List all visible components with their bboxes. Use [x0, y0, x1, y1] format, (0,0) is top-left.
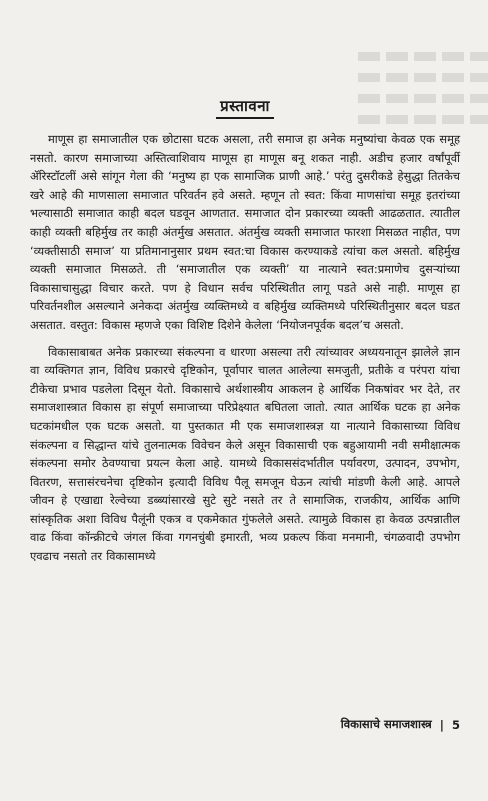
page-number: 5 [451, 717, 460, 732]
footer-book-title: विकासाचे समाजशास्त्र [340, 717, 432, 731]
page-title [30, 96, 460, 116]
paragraph-1: माणूस हा समाजातील एक छोटासा घटक असला, तरी समाज हा अनेक मनुष्यांचा केवळ एक समूह नसतो. कारण समाजाच्या अस्तित्वाशिवाय माणूस हा माणूस बनू शकत नाही. अडीच हजार वर्षांपूर्वी ॲरिस्टॉटलीं असे सांगून गेला की ‘मनुष्य हा एक सामाजिक प्राणी आहे.’ परंतु दुसरीकडे हेसुद्धा तितकेच खरे आहे की माणसाला समाजात परिवर्तन हवे असते. म्हणून तो स्वत: किंवा माणसांचा समूह इतरांच्या भल्यासाठी समाजात काही बदल घडवून आणतात. समाजात दोन प्रकारच्या व्यक्ती आढळतात. त्यातील काही व्यक्ती बहिर्मुख तर काही अंतर्मुख असतात. अंतर्मुख व्यक्ती समाजात फारशा मिसळत नाहीत, पण ‘व्यक्तीसाठी समाज’ या प्रतिमानानुसार प्रथम स्वत:चा विकास करण्याकडे त्यांचा कल असतो. बहिर्मुख व्यक्ती समाजात मिसळते. ती ‘समाजातील एक व्यक्ती’ या नात्याने स्वत:प्रमाणेच दुसऱ्यांच्या विकासाचासुद्धा विचार करते. पण हे विधान सर्वच परिस्थितीत लागू पडते असे नाही. माणूस हा परिवर्तनशील असल्याने अनेकदा अंतर्मुख व्यक्तिमध्ये व बहिर्मुख व्यक्तिमध्ये परिस्थितीनुसार बदल घडत असतात. वस्तुत: विकास म्हणजे एका विशिष्ट दिशेने केलेला ‘नियोजनपूर्वक बदल’च असतो. [30, 132, 460, 332]
paragraph-2: विकासाबाबत अनेक प्रकारच्या संकल्पना व धारणा असल्या तरी त्यांच्यावर अध्ययनातून झालेले ज्ञान वा व्यक्तिगत ज्ञान, विविध प्रकारचे दृष्टिकोन, पूर्वापार चालत आलेल्या समजुती, प्रतीके व परंपरा यांचा टीकेचा प्रभाव पडलेला दिसून येतो. विकासाचे अर्थशास्त्रीय आकलन हे आर्थिक निकषांवर भर देते, तर समाजशास्त्रात विकास हा संपूर्ण समाजाच्या परिप्रेक्ष्यात बघितला जातो. त्यात आर्थिक घटक हा अनेक घटकांमधील एक घटक असतो. या पुस्तकात मी एक समाजशास्त्रज्ञ या नात्याने विकासाच्या विविध संकल्पना व सिद्धान्त यांचे तुलनात्मक विवेचन केले असून विकासाची एक बहुआयामी नवी समीक्षात्मक संकल्पना समोर ठेवण्याचा प्रयत्न केला आहे. यामध्ये विकाससंदर्भातील पर्यावरण, उत्पादन, उपभोग, वितरण, सत्तासंरचनेचा दृष्टिकोन इत्यादी विविध पैलू समजून घेऊन त्यांची मांडणी केली आहे. आपले जीवन हे एखाद्या रेल्वेच्या डब्ब्यांसारखे सुटे सुटे नसते तर ते सामाजिक, राजकीय, आर्थिक आणि सांस्कृतिक अशा विविध पैलूंनी एकत्र व एकमेकात गुंफलेले असते. त्यामुळे विकास हा केवळ उत्पन्नातील वाढ किंवा कॉन्क्रीटचे जंगल किंवा गगनचुंबी इमारती, भव्य प्रकल्प किंवा मनमानी, चंगळवादी उपभोग एवढाच नसतो तर विकासामध्ये [30, 344, 460, 564]
page-body [30, 96, 460, 574]
bleed-line [358, 52, 488, 61]
bleed-line [358, 73, 488, 82]
page-footer [341, 717, 460, 732]
footer-separator: | [439, 717, 444, 732]
page-title-text: प्रस्तावना [216, 97, 274, 119]
